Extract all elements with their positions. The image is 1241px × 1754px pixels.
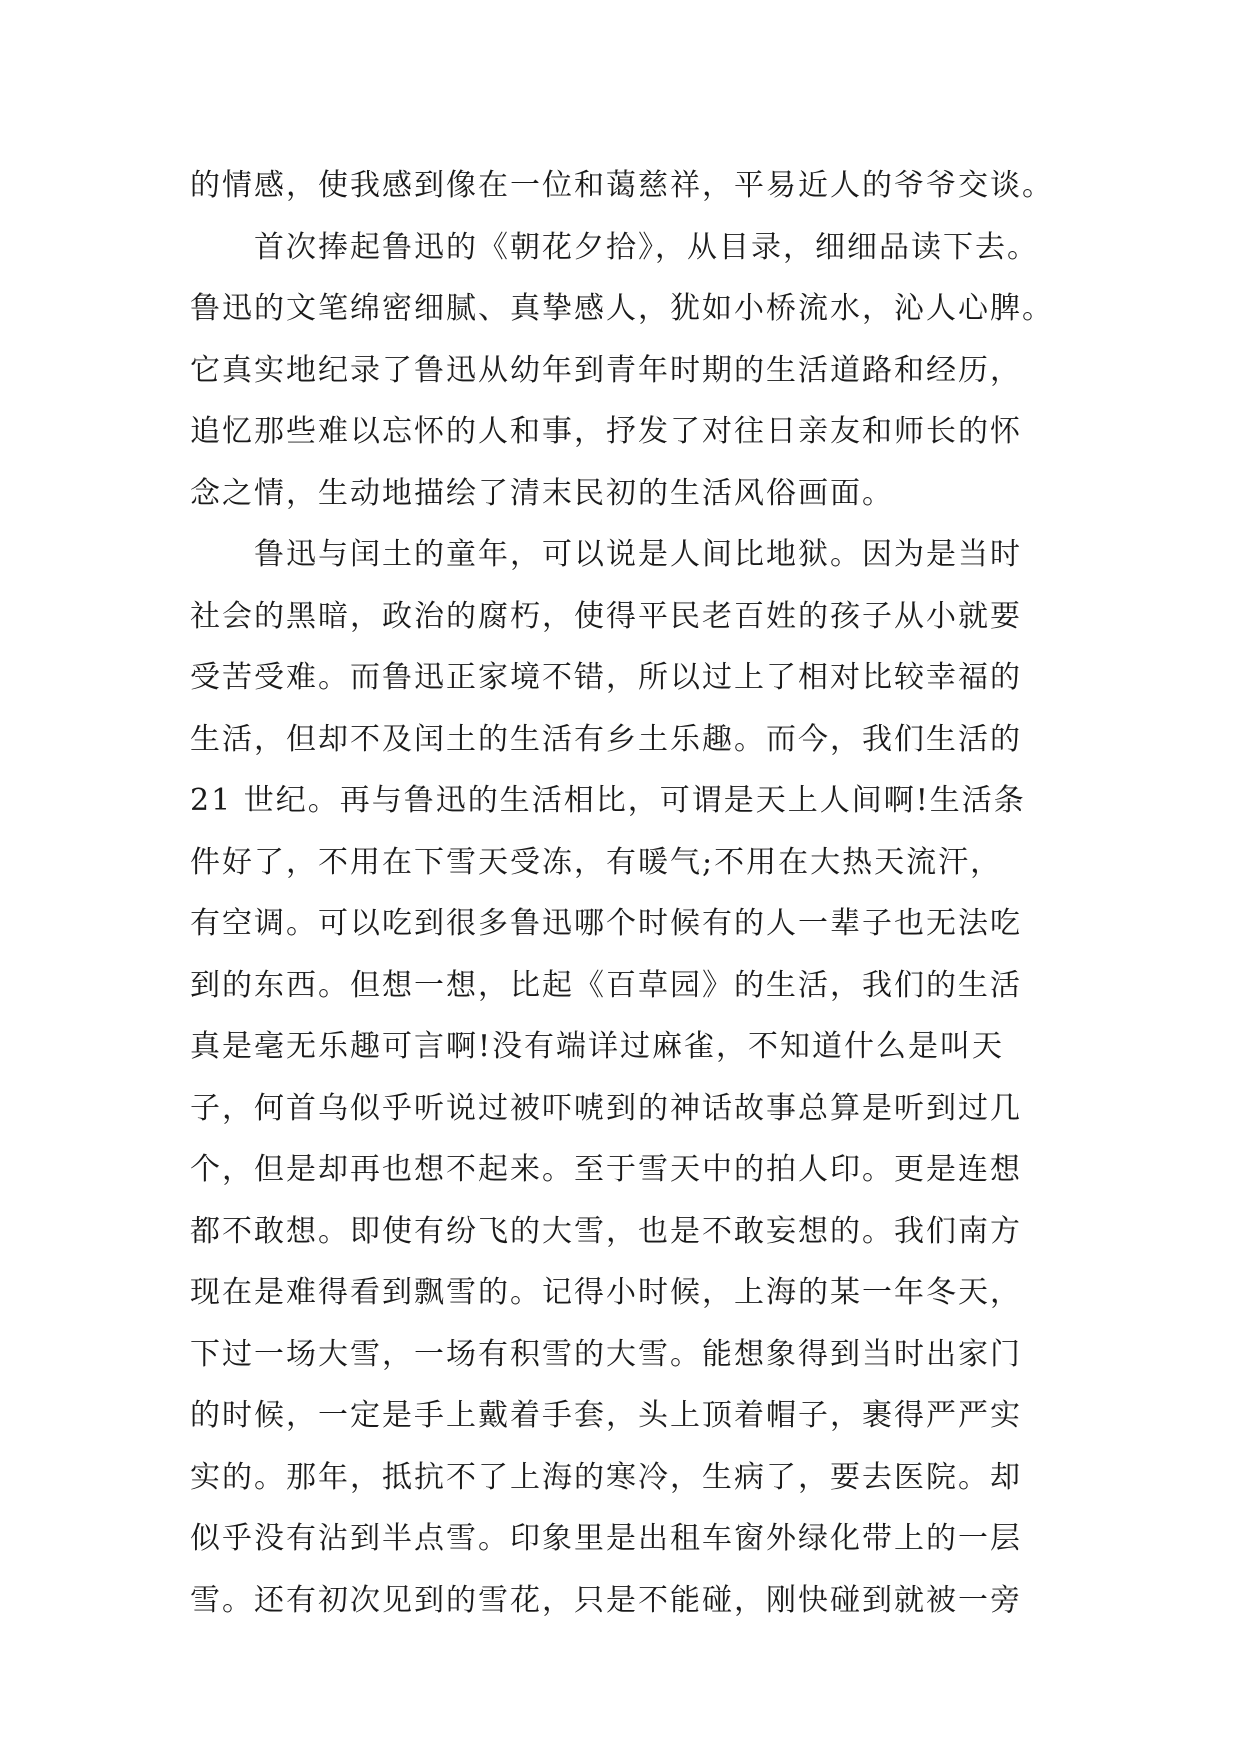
text-line: 个，但是却再也想不起来。至于雪天中的拍人印。更是连想 bbox=[190, 1152, 1022, 1187]
text-line: 21 世纪。再与鲁迅的生活相比，可谓是天上人间啊!生活条 bbox=[190, 783, 1026, 818]
text-line: 受苦受难。而鲁迅正家境不错，所以过上了相对比较幸福的 bbox=[190, 660, 1022, 695]
text-line: 下过一场大雪，一场有积雪的大雪。能想象得到当时出家门 bbox=[190, 1336, 1022, 1372]
paragraph-first-line: 鲁迅与闰土的童年，可以说是人间比地狱。因为是当时 bbox=[254, 537, 1022, 572]
text-line: 念之情，生动地描绘了清末民初的生活风俗画面。 bbox=[190, 475, 894, 511]
text-line: 到的东西。但想一想，比起《百草园》的生活，我们的生活 bbox=[190, 967, 1022, 1003]
text-line: 它真实地纪录了鲁迅从幼年到青年时期的生活道路和经历， bbox=[190, 352, 1022, 388]
text-line: 生活，但却不及闰土的生活有乡土乐趣。而今，我们生活的 bbox=[190, 721, 1022, 757]
text-line: 子，何首乌似乎听说过被吓唬到的神话故事总算是听到过几 bbox=[190, 1090, 1022, 1126]
text-line: 追忆那些难以忘怀的人和事，抒发了对往日亲友和师长的怀 bbox=[190, 414, 1022, 449]
text-line: 雪。还有初次见到的雪花，只是不能碰，刚快碰到就被一旁 bbox=[190, 1582, 1022, 1618]
text-line: 都不敢想。即使有纷飞的大雪，也是不敢妄想的。我们南方 bbox=[190, 1213, 1022, 1249]
text-line: 真是毫无乐趣可言啊!没有端详过麻雀，不知道什么是叫天 bbox=[190, 1029, 1005, 1064]
paragraph-first-line: 首次捧起鲁迅的《朝花夕拾》，从目录，细细品读下去。 bbox=[254, 229, 1039, 265]
text-line: 似乎没有沾到半点雪。印象里是出租车窗外绿化带上的一层 bbox=[190, 1521, 1022, 1556]
body-text bbox=[190, 155, 1090, 1631]
text-line: 的时候，一定是手上戴着手套，头上顶着帽子，裹得严严实 bbox=[190, 1398, 1022, 1433]
text-line: 鲁迅的文笔绵密细腻、真挚感人，犹如小桥流水，沁人心脾。 bbox=[190, 291, 1054, 326]
text-line: 社会的黑暗，政治的腐朽，使得平民老百姓的孩子从小就要 bbox=[190, 598, 1022, 634]
text-line: 的情感，使我感到像在一位和蔼慈祥，平易近人的爷爷交谈。 bbox=[190, 168, 1054, 203]
text-line: 实的。那年，抵抗不了上海的寒冷，生病了，要去医院。却 bbox=[190, 1459, 1022, 1495]
text-line: 件好了，不用在下雪天受冻，有暖气;不用在大热天流汗， bbox=[190, 844, 1003, 880]
text-line: 现在是难得看到飘雪的。记得小时候，上海的某一年冬天， bbox=[190, 1275, 1022, 1310]
text-line: 有空调。可以吃到很多鲁迅哪个时候有的人一辈子也无法吃 bbox=[190, 906, 1022, 941]
